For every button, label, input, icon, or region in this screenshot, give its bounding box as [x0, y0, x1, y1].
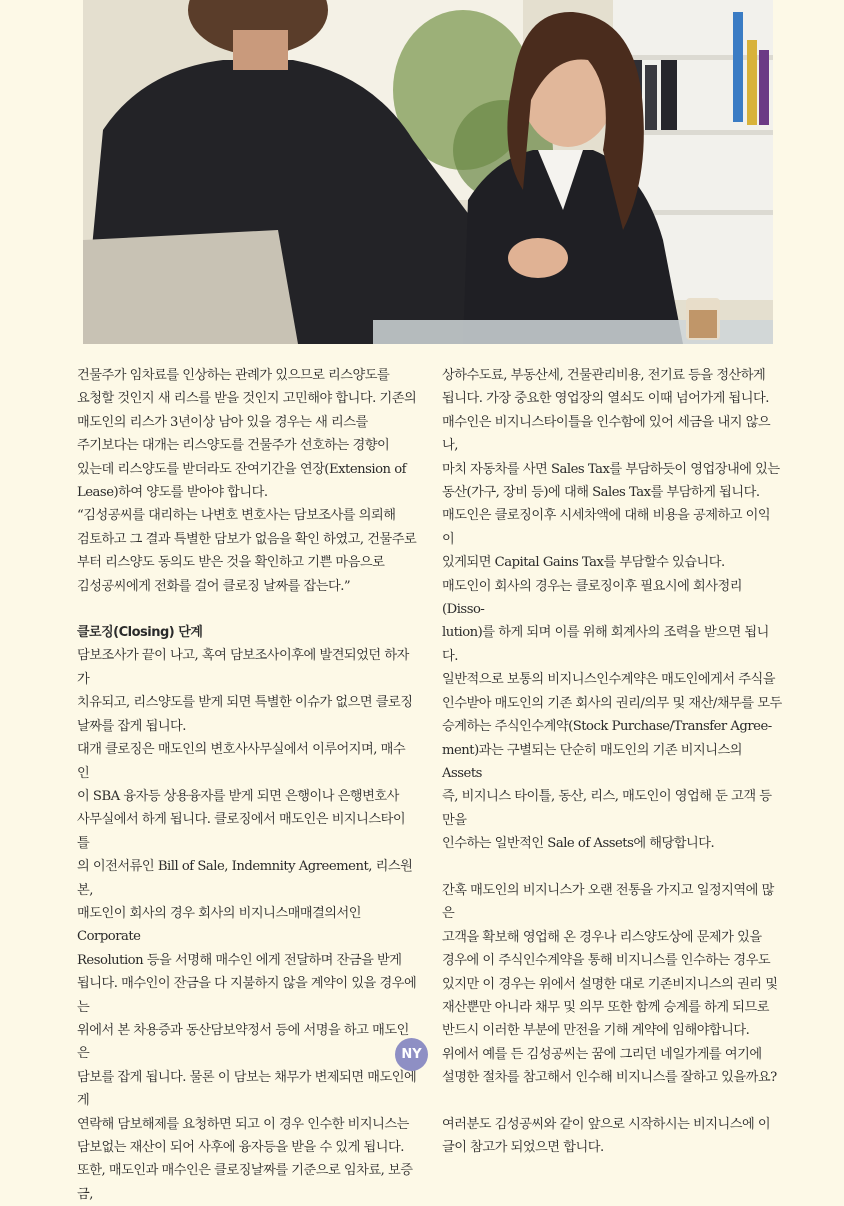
right-column — [442, 364, 782, 1160]
handshake-photo-illustration — [83, 0, 773, 344]
left-paragraph-1: 건물주가 임차료를 인상하는 관례가 있으므로 리스양도를 요청할 것인지 새 리스를 받을 것인지 고민해야 합니다. 기존의 매도인의 리스가 3년이상 남아 있을 경우는 새 리스를 주기보다는 대개는 리스양도를 건물주가 선호하는 경향이 있는데 리스양도를 받더라도 잔여기간을 연장(Extension of Lease)하여 양도를 받아야 합니다. — [77, 368, 417, 501]
right-paragraph-3: 여러분도 김성공씨와 같이 앞으로 시작하시는 비지니스에 이 글이 참고가 되었으면 합니다. — [442, 1116, 771, 1156]
paragraph-gap — [442, 856, 782, 879]
left-paragraph-2: 담보조사가 끝이 나고, 혹여 담보조사이후에 발견되었던 하자가 치유되고, 리스양도를 받게 되면 특별한 이슈가 없으면 클로징 날짜를 잡게 됩니다. — [77, 648, 413, 734]
left-column — [77, 364, 417, 1206]
right-paragraph-1: 상하수도료, 부동산세, 건물관리비용, 전기료 등을 정산하게 됩니다. 가장 중요한 영업장의 열쇠도 이때 넘어가게 됩니다. 매수인은 비지니스타이틀을 인수함에 있어 세금을 내지 않으나, 마치 자동차를 사면 Sales Tax를 부담하듯이 영업장내에 있는 동산(가구, 장비 등)에 대해 Sales Tax를 부담하게 됩니다. 매도인은 클로징이후 시세차액에 대해 비용을 공제하고 이익이 있게되면 Capital Gains Tax를 부담할수 있습니다. 매도인이 회사의 경우는 클로징이후 필요시에 회사정리(Disso- lution)를 하게 되며 이를 위해 회계사의 조력을 받으면 됩니다. 일반적으로 보통의 비지니스인수계약은 매도인에게서 주식을 인수받아 매도인의 기존 회사의 권리/의무 및 재산/채무를 모두 승계하는 주식인수계약(Stock Purchase/Transfer Agree- ment)과는 구별되는 단순히 매도인의 기존 비지니스의 Assets 즉, 비지니스 타이틀, 동산, 리스, 매도인이 영업해 둔 고객 등만을 인수하는 일반적인 Sale of Assets에 해당합니다. — [442, 368, 782, 852]
handshake-photo — [83, 0, 773, 344]
right-paragraph-2: 간혹 매도인의 비지니스가 오랜 전통을 가지고 일정지역에 많은 고객을 확보해 영업해 온 경우나 리스양도상에 문제가 있을 경우에 이 주식인수계약을 통해 비지니스를 인수하는 경우도 있지만 이 경우는 위에서 설명한 대로 기존비지니스의 권리 및 재산뿐만 아니라 채무 및 의무 또한 함께 승계를 하게 되므로 반드시 이러한 부분에 만전을 기해 계약에 임해야합니다. 위에서 예를 든 김성공씨는 꿈에 그리던 네일가게를 여기에 설명한 절차를 참고해서 인수해 비지니스를 잘하고 있을까요? — [442, 882, 778, 1086]
ny-badge: NY — [395, 1038, 428, 1071]
left-quote: “김성공씨를 대리하는 나변호 변호사는 담보조사를 의뢰해 검토하고 그 결과 특별한 담보가 없음을 확인 하였고, 건물주로 부터 리스양도 동의도 받은 것을 확인하고 기쁜 마음으로 김성공씨에게 전화를 걸어 클로징 날짜를 잡는다.” — [77, 508, 417, 594]
left-paragraph-3: 대개 클로징은 매도인의 변호사사무실에서 이루어지며, 매수인 이 SBA 융자등 상용융자를 받게 되면 은행이나 은행변호사 사무실에서 하게 됩니다. 클로징에서 매도인은 비지니스타이틀 의 이전서류인 Bill of Sale, Indemnity Agreement, 리스원본, 매도인이 회사의 경우 회사의 비지니스매매결의서인 Corporate Resolution 등을 서명해 매수인 에게 전달하며 잔금을 받게 됩니다. 매수인이 잔금을 다 지불하지 않을 계약이 있을 경우에는 위에서 본 차용증과 동산담보약정서 등에 서명을 하고 매도인은 담보를 잡게 됩니다. 물론 이 담보는 채무가 변제되면 매도인에게 연락해 담보해제를 요청하면 되고 이 경우 인수한 비지니스는 담보없는 재산이 되어 사후에 융자등을 받을 수 있게 됩니다. 또한, 매도인과 매수인은 클로징날짜를 기준으로 임차료, 보증금, — [77, 742, 417, 1202]
section-heading-closing: 클로징(Closing) 단계 — [77, 625, 203, 641]
paragraph-gap — [442, 1090, 782, 1113]
